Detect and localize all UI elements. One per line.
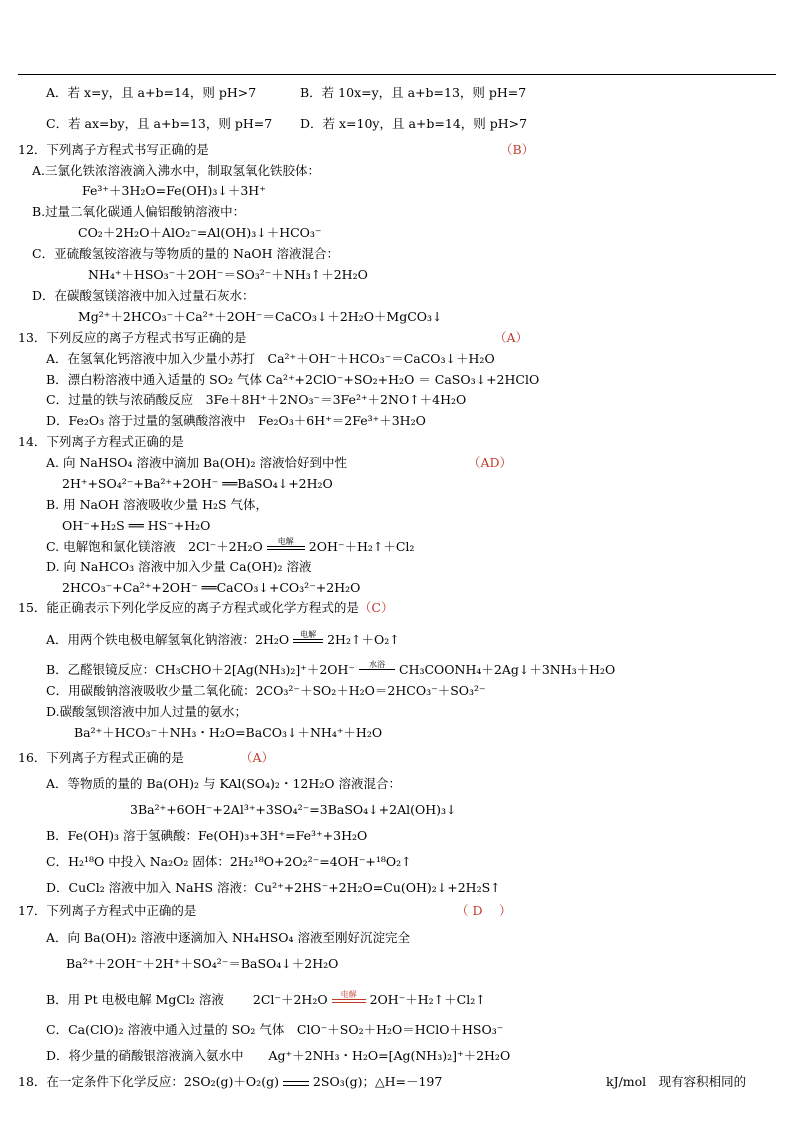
arrow-label: 电解 bbox=[277, 536, 294, 546]
equation-17a: Ba²⁺＋2OH⁻＋2H⁺＋SO₄²⁻＝BaSO₄↓＋2H₂O bbox=[66, 956, 339, 971]
option-14c-text: C. 电解饱和氯化镁溶液 2Cl⁻＋2H₂O bbox=[46, 539, 263, 554]
option-14c bbox=[46, 536, 415, 555]
water-bath-arrow bbox=[359, 659, 395, 676]
question-15 bbox=[18, 600, 394, 616]
option-14c-products: 2OH⁻＋H₂↑＋Cl₂ bbox=[308, 539, 415, 554]
answer-14: （AD） bbox=[468, 455, 513, 470]
option-15b-text: B．乙醛银镜反应：CH₃CHO＋2[Ag(NH₃)₂]⁺＋2OH⁻ bbox=[46, 662, 356, 677]
answer-16: （A） bbox=[240, 750, 275, 765]
option-14d: D. 向 NaHCO₃ 溶液中加入少量 Ca(OH)₂ 溶液 bbox=[46, 559, 312, 574]
question-18-text: 18．在一定条件下化学反应：2SO₂(g)＋O₂(g) bbox=[18, 1074, 279, 1089]
option-15a-text: A．用两个铁电极电解氢氧化钠溶液：2H₂O bbox=[46, 632, 290, 647]
question-15-text: 15．能正确表示下列化学反应的离子方程式或化学方程式的是 bbox=[18, 600, 359, 615]
question-18-products: 2SO₃(g)；△H=－197 bbox=[312, 1074, 443, 1089]
electrolysis-arrow bbox=[267, 536, 305, 553]
option-11c: C．若 ax=by，且 a+b=13，则 pH=7 bbox=[46, 116, 273, 131]
arrow-label: 电解 bbox=[300, 629, 317, 639]
answer-12: （B） bbox=[500, 142, 535, 157]
option-15c: C．用碳酸钠溶液吸收少量二氧化硫：2CO₃²⁻＋SO₂＋H₂O＝2HCO₃⁻＋SO₃²⁻ bbox=[46, 683, 486, 698]
question-16: 16．下列离子方程式正确的是 bbox=[18, 750, 184, 765]
equation-15d: Ba²⁺＋HCO₃⁻＋NH₃・H₂O=BaCO₃↓＋NH₄⁺＋H₂O bbox=[74, 725, 383, 740]
question-14: 14．下列离子方程式正确的是 bbox=[18, 434, 184, 449]
equation-12a: Fe³⁺＋3H₂O=Fe(OH)₃↓＋3H⁺ bbox=[82, 183, 266, 198]
answer-15: （C） bbox=[358, 600, 394, 615]
option-15d: D.碳酸氢钡溶液中加人过量的氨水； bbox=[46, 704, 248, 719]
arrow-label: 水浴 bbox=[369, 659, 386, 669]
option-13a: A．在氢氧化钙溶液中加入少量小苏打 Ca²⁺＋OH⁻＋HCO₃⁻＝CaCO₃↓＋H₂O bbox=[46, 351, 495, 366]
option-11b: B．若 10x=y，且 a+b=13，则 pH=7 bbox=[300, 85, 527, 100]
header-rule bbox=[18, 74, 776, 75]
option-11d: D．若 x=10y，且 a+b=14，则 pH>7 bbox=[300, 116, 528, 131]
option-11a: A．若 x=y，且 a+b=14，则 pH>7 bbox=[46, 85, 257, 100]
option-17d: D．将少量的硝酸银溶液滴入氨水中 Ag⁺＋2NH₃・H₂O=[Ag(NH₃)₂]⁺＋2H₂O bbox=[46, 1048, 511, 1063]
equation-12b: CO₂＋2H₂O＋AlO₂⁻=Al(OH)₃↓＋HCO₃⁻ bbox=[78, 225, 322, 240]
equation-16a: 3Ba²⁺+6OH⁻+2Al³⁺+3SO₄²⁻=3BaSO₄↓+2Al(OH)₃↓ bbox=[130, 802, 457, 817]
option-17b-text: B．用 Pt 电极电解 MgCl₂ 溶液 2Cl⁻＋2H₂O bbox=[46, 992, 328, 1007]
option-15b bbox=[46, 659, 616, 678]
answer-13: （A） bbox=[494, 330, 529, 345]
option-12d: D．在碳酸氢镁溶液中加入过量石灰水： bbox=[32, 288, 255, 303]
option-16a: A．等物质的量的 Ba(OH)₂ 与 KAl(SO₄)₂・12H₂O 溶液混合： bbox=[46, 776, 401, 791]
option-15b-products: CH₃COONH₄＋2Ag↓＋3NH₃＋H₂O bbox=[399, 662, 616, 677]
option-17b-products: 2OH⁻＋H₂↑＋Cl₂↑ bbox=[369, 992, 486, 1007]
option-12b: B.过量二氧化碳通人偏铝酸钠溶液中： bbox=[32, 204, 246, 219]
option-15a-products: 2H₂↑＋O₂↑ bbox=[327, 632, 400, 647]
option-14a: A. 向 NaHSO₄ 溶液中滴加 Ba(OH)₂ 溶液恰好到中性 bbox=[46, 455, 348, 470]
equation-12d: Mg²⁺＋2HCO₃⁻＋Ca²⁺＋2OH⁻＝CaCO₃↓＋2H₂O＋MgCO₃↓ bbox=[78, 309, 443, 324]
question-17: 17．下列离子方程式中正确的是 bbox=[18, 903, 197, 918]
option-16b: B．Fe(OH)₃ 溶于氢碘酸：Fe(OH)₃+3H⁺=Fe³⁺+3H₂O bbox=[46, 828, 368, 843]
electrolysis-arrow bbox=[293, 629, 323, 646]
reversible-arrow bbox=[283, 1078, 309, 1088]
question-12: 12．下列离子方程式书写正确的是 bbox=[18, 142, 209, 157]
option-17a: A．向 Ba(OH)₂ 溶液中逐滴加入 NH₄HSO₄ 溶液至刚好沉淀完全 bbox=[46, 930, 411, 945]
option-12a: A.三氯化铁浓溶液滴入沸水中，制取氢氧化铁胶体： bbox=[32, 163, 321, 178]
question-18-tail: kJ/mol 现有容积相同的 bbox=[606, 1074, 747, 1089]
option-13d: D．Fe₂O₃ 溶于过量的氢碘酸溶液中 Fe₂O₃＋6H⁺＝2Fe³⁺＋3H₂O bbox=[46, 413, 426, 428]
option-16c: C．H₂¹⁸O 中投入 Na₂O₂ 固体：2H₂¹⁸O+2O₂²⁻=4OH⁻+¹⁸O₂↑ bbox=[46, 854, 412, 869]
question-13: 13．下列反应的离子方程式书写正确的是 bbox=[18, 330, 247, 345]
option-12c: C．亚硫酸氢铵溶液与等物质的量的 NaOH 溶液混合： bbox=[32, 246, 340, 261]
electrolysis-arrow bbox=[332, 989, 366, 1006]
answer-17: （ D ） bbox=[456, 903, 512, 918]
equation-14b: OH⁻+H₂S ══ HS⁻+H₂O bbox=[62, 518, 211, 533]
option-16d: D．CuCl₂ 溶液中加入 NaHS 溶液：Cu²⁺+2HS⁻+2H₂O=Cu(OH)₂↓+2H₂S↑ bbox=[46, 880, 501, 895]
equation-14a: 2H⁺+SO₄²⁻+Ba²⁺+2OH⁻ ══BaSO₄↓+2H₂O bbox=[62, 476, 333, 491]
option-14b: B. 用 NaOH 溶液吸收少量 H₂S 气体， bbox=[46, 497, 269, 512]
option-17c: C．Ca(ClO)₂ 溶液中通入过量的 SO₂ 气体 ClO⁻＋SO₂＋H₂O＝HClO＋HSO₃⁻ bbox=[46, 1022, 504, 1037]
option-17b bbox=[46, 989, 486, 1008]
option-13b: B．漂白粉溶液中通入适量的 SO₂ 气体 Ca²⁺+2ClO⁻+SO₂+H₂O ＝ CaSO₃↓+2HClO bbox=[46, 372, 540, 387]
equation-12c: NH₄⁺＋HSO₃⁻＋2OH⁻＝SO₃²⁻＋NH₃↑＋2H₂O bbox=[88, 267, 368, 282]
option-15a bbox=[46, 629, 400, 648]
option-13c: C．过量的铁与浓硝酸反应 3Fe＋8H⁺＋2NO₃⁻＝3Fe²⁺＋2NO↑＋4H₂O bbox=[46, 392, 467, 407]
question-18 bbox=[18, 1074, 442, 1090]
equation-14d: 2HCO₃⁻+Ca²⁺+2OH⁻ ══CaCO₃↓+CO₃²⁻+2H₂O bbox=[62, 580, 361, 595]
arrow-label: 电解 bbox=[340, 989, 357, 999]
